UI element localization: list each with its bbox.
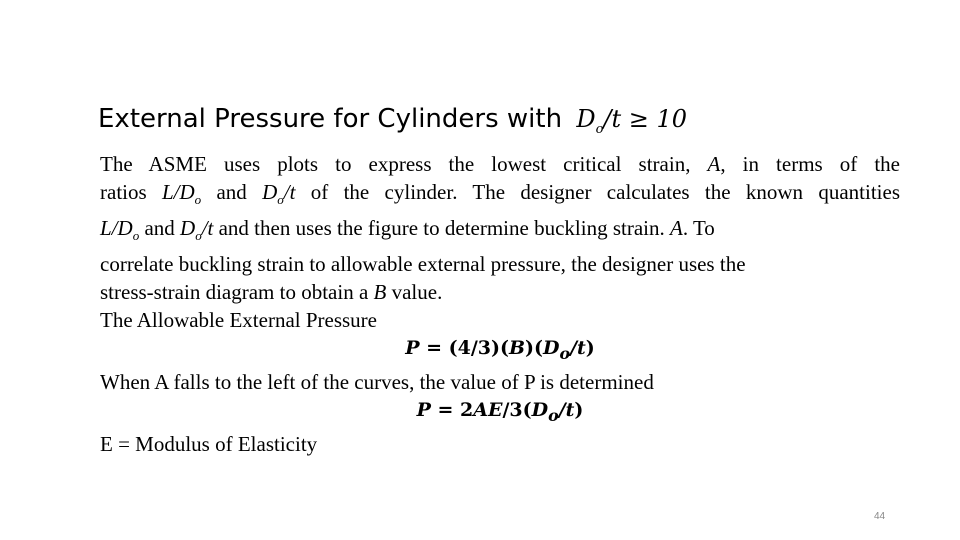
paragraph-line-5: stress-strain diagram to obtain a B value. bbox=[100, 280, 443, 305]
paragraph-line-4: correlate buckling strain to allowable external pressure, the designer uses the bbox=[100, 252, 746, 277]
left-of-curves-text: When A falls to the left of the curves, the value of P is determined bbox=[100, 370, 654, 395]
slide-body bbox=[100, 150, 900, 458]
equation-allowable-pressure: $P = (4/3)(B)(D_o/t)$ bbox=[405, 337, 595, 364]
allowable-pressure-heading: The Allowable External Pressure bbox=[100, 308, 377, 333]
equation-left-of-curves: $P = 2AE/3(D_o/t)$ bbox=[416, 399, 584, 425]
title-math: $D_o/t \ge 10$ bbox=[576, 105, 688, 137]
title-text: External Pressure for Cylinders with bbox=[98, 104, 563, 134]
modulus-definition: E = Modulus of Elasticity bbox=[100, 431, 318, 456]
paragraph-line-3: $L/D_o$ and $D_o/t$ and then uses the figure to determine buckling strain. A. To bbox=[100, 216, 715, 244]
slide-title bbox=[98, 104, 687, 137]
paragraph-line-1: The ASME uses plots to express the lowest critical strain, A, in terms of the bbox=[100, 152, 900, 176]
paragraph-line-2: ratios $L/D_o$ and $D_o/t$ of the cylinder. The designer calculates the known quantities bbox=[100, 180, 900, 208]
page-number: 44 bbox=[874, 511, 886, 522]
